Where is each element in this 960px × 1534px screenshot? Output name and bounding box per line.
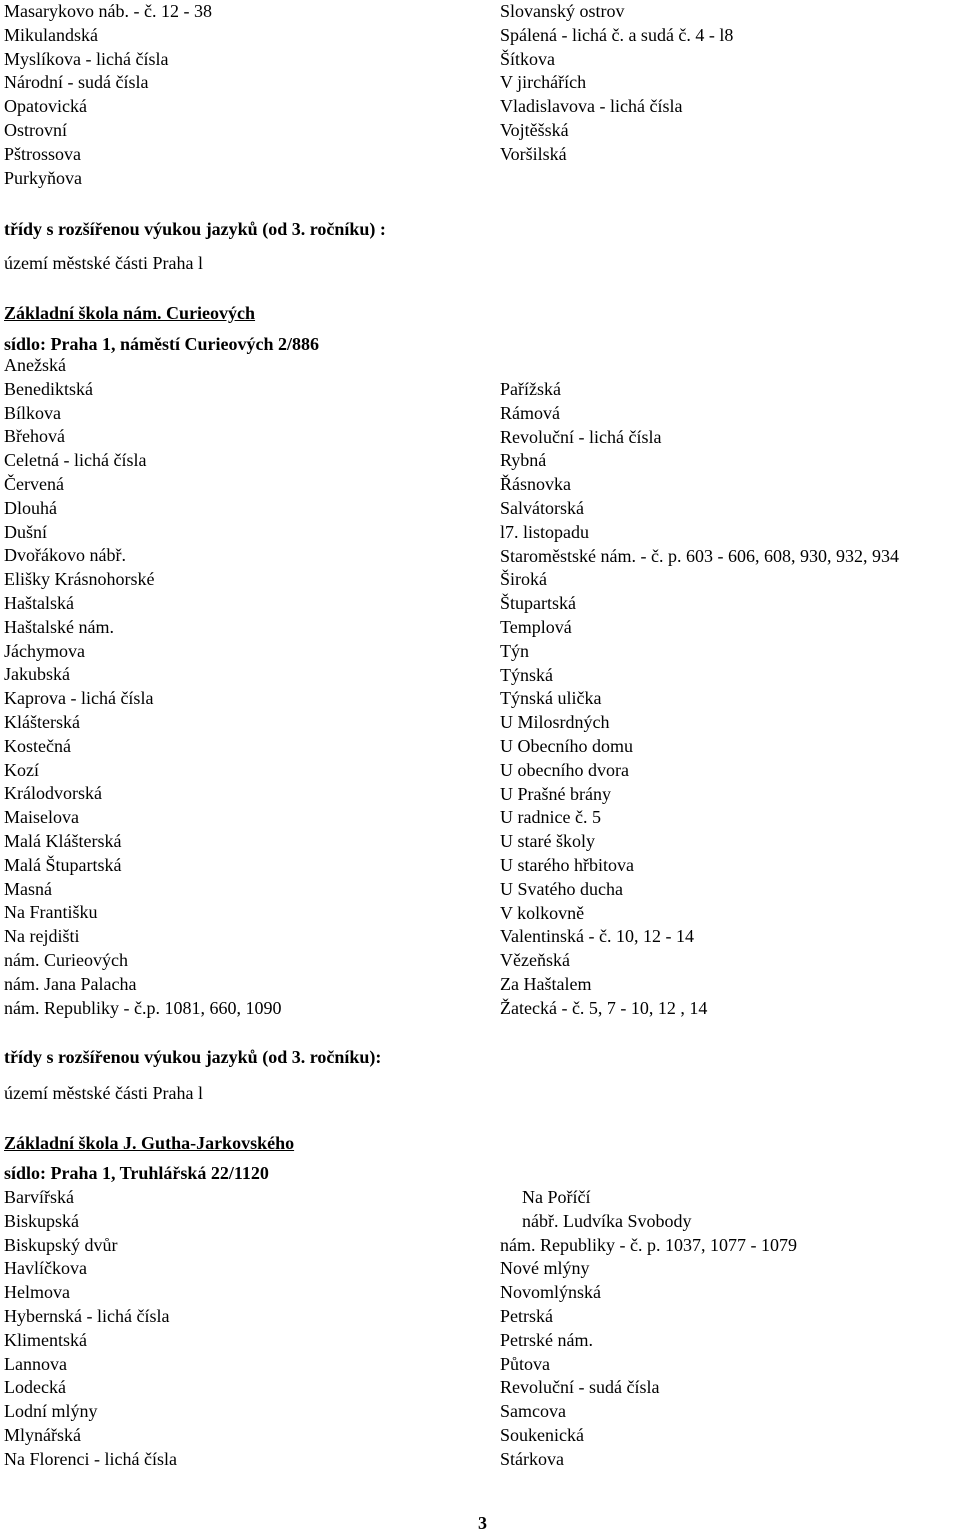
- street-item: Široká: [500, 569, 547, 590]
- street-item: Kostečná: [4, 735, 71, 756]
- street-item: Klášterská: [4, 712, 80, 732]
- street-item: nábř. Ludvíka Svobody: [522, 1210, 692, 1231]
- street-item: Půtova: [500, 1353, 551, 1374]
- street-item: U obecního dvora: [500, 759, 629, 780]
- street-item: Národní - sudá čísla: [4, 72, 149, 93]
- street-item: Hybernská - lichá čísla: [4, 1306, 170, 1326]
- street-item: Templová: [500, 617, 572, 637]
- street-item: Myslíkova - lichá čísla: [4, 48, 169, 69]
- street-item: Kaprova - lichá čísla: [4, 688, 154, 709]
- street-item: Vězeňská: [500, 950, 570, 971]
- street-item: Kozí: [4, 759, 39, 780]
- street-item: Pařížská: [500, 379, 561, 399]
- street-item: Anežská: [4, 355, 66, 375]
- street-item: Barvířská: [4, 1187, 74, 1207]
- street-item: nám. Jana Palacha: [4, 973, 137, 994]
- section2-district: území městské části Praha l: [4, 1083, 203, 1103]
- street-item: Voršilská: [500, 143, 567, 164]
- street-item: Celetná - lichá čísla: [4, 450, 147, 471]
- street-item: U Svatého ducha: [500, 878, 623, 899]
- street-item: Benediktská: [4, 378, 93, 399]
- street-item: Nové mlýny: [500, 1258, 590, 1279]
- street-item: Novomlýnská: [500, 1282, 601, 1303]
- street-item: Slovanský ostrov: [500, 1, 625, 21]
- street-item: Rybná: [500, 450, 547, 471]
- street-item: Malá Klášterská: [4, 831, 122, 851]
- street-item: Biskupský dvůr: [4, 1234, 118, 1255]
- street-item: Helmova: [4, 1282, 70, 1303]
- street-item: Havlíčkova: [4, 1258, 87, 1279]
- section2-heading: třídy s rozšířenou výukou jazyků (od 3. ročníku):: [4, 1047, 382, 1067]
- street-item: Elišky Krásnohorské: [4, 569, 155, 590]
- street-item: nám. Republiky - č.p. 1081, 660, 1090: [4, 997, 282, 1018]
- street-item: Malá Štupartská: [4, 854, 122, 875]
- street-item: Šítkova: [500, 48, 556, 69]
- street-item: Žatecká - č. 5, 7 - 10, 12 , 14: [500, 997, 708, 1018]
- street-item: Lodecká: [4, 1377, 66, 1398]
- section2-school-seat: sídlo: Praha 1, Truhlářská 22/1120: [4, 1163, 269, 1183]
- section1-school-name: Základní škola nám. Curieových: [4, 303, 256, 323]
- street-item: Purkyňova: [4, 167, 82, 188]
- street-item: Valentinská - č. 10, 12 - 14: [500, 926, 694, 947]
- street-item: Dvořákovo nábř.: [4, 545, 126, 566]
- street-item: Na Františku: [4, 902, 98, 923]
- street-item: U Milosrdných: [500, 712, 610, 733]
- section1-district: území městské části Praha l: [4, 253, 203, 273]
- street-item: Pštrossova: [4, 143, 82, 164]
- street-item: Řásnovka: [500, 474, 571, 495]
- street-item: l7. listopadu: [500, 521, 589, 542]
- street-item: Masarykovo náb. - č. 12 - 38: [4, 1, 212, 21]
- street-item: Soukenická: [500, 1425, 584, 1445]
- street-item: Rámová: [500, 402, 560, 423]
- street-item: Stárkova: [500, 1448, 564, 1469]
- street-item: Salvátorská: [500, 498, 584, 518]
- street-item: Staroměstské nám. - č. p. 603 - 606, 608, 930, 932, 934: [500, 545, 899, 566]
- street-item: Králodvorská: [4, 783, 102, 804]
- section1-heading: třídy s rozšířenou výukou jazyků (od 3. ročníku) :: [4, 219, 386, 239]
- street-item: Jáchymova: [4, 640, 85, 661]
- street-item: U radnice č. 5: [500, 807, 601, 828]
- street-item: Dlouhá: [4, 497, 57, 518]
- street-item: Petrská: [500, 1306, 553, 1326]
- street-item: Revoluční - lichá čísla: [500, 426, 662, 447]
- street-item: Štupartská: [500, 593, 576, 614]
- street-item: Jakubská: [4, 664, 70, 685]
- street-item: Mlynářská: [4, 1425, 81, 1445]
- street-item: Biskupská: [4, 1210, 80, 1231]
- street-item: Opatovická: [4, 96, 87, 117]
- street-item: U starého hřbitova: [500, 855, 634, 875]
- street-item: V jirchářích: [500, 72, 587, 93]
- street-item: Dušní: [4, 521, 48, 542]
- street-item: Lannova: [4, 1353, 67, 1374]
- street-item: Břehová: [4, 426, 65, 447]
- street-item: Týnská ulička: [500, 688, 602, 709]
- street-item: Revoluční - sudá čísla: [500, 1377, 660, 1398]
- street-item: U Prašné brány: [500, 783, 611, 804]
- street-item: Týnská: [500, 664, 553, 685]
- street-item: Na rejdišti: [4, 926, 80, 947]
- street-item: Týn: [500, 640, 529, 661]
- street-item: Masná: [4, 878, 52, 899]
- street-item: Maiselova: [4, 807, 79, 828]
- street-item: U staré školy: [500, 831, 595, 852]
- street-item: Klimentská: [4, 1329, 87, 1350]
- street-item: Vladislavova - lichá čísla: [500, 96, 683, 117]
- street-item: Haštalské nám.: [4, 616, 114, 637]
- street-item: Bílkova: [4, 402, 61, 423]
- street-item: Červená: [4, 474, 64, 494]
- street-item: V kolkovně: [500, 902, 585, 923]
- street-item: Vojtěšská: [500, 120, 569, 140]
- street-item: Haštalská: [4, 593, 74, 613]
- street-item: U Obecního domu: [500, 736, 633, 756]
- street-item: Mikulandská: [4, 24, 98, 45]
- street-item: Samcova: [500, 1401, 566, 1422]
- section1-school-seat: sídlo: Praha 1, náměstí Curieových 2/886: [4, 334, 319, 354]
- street-item: Spálená - lichá č. a sudá č. 4 - l8: [500, 24, 734, 45]
- street-item: Na Florenci - lichá čísla: [4, 1448, 177, 1469]
- street-item: Lodní mlýny: [4, 1401, 98, 1422]
- street-item: nám. Republiky - č. p. 1037, 1077 - 1079: [500, 1234, 797, 1255]
- section2-school-name: Základní škola J. Gutha-Jarkovského: [4, 1133, 295, 1153]
- street-item: Ostrovní: [4, 120, 67, 140]
- page-number: 3: [478, 1513, 487, 1533]
- street-item: Na Poříčí: [522, 1187, 591, 1207]
- street-item: Petrské nám.: [500, 1329, 593, 1350]
- street-item: Za Haštalem: [500, 974, 592, 994]
- street-item: nám. Curieových: [4, 950, 128, 970]
